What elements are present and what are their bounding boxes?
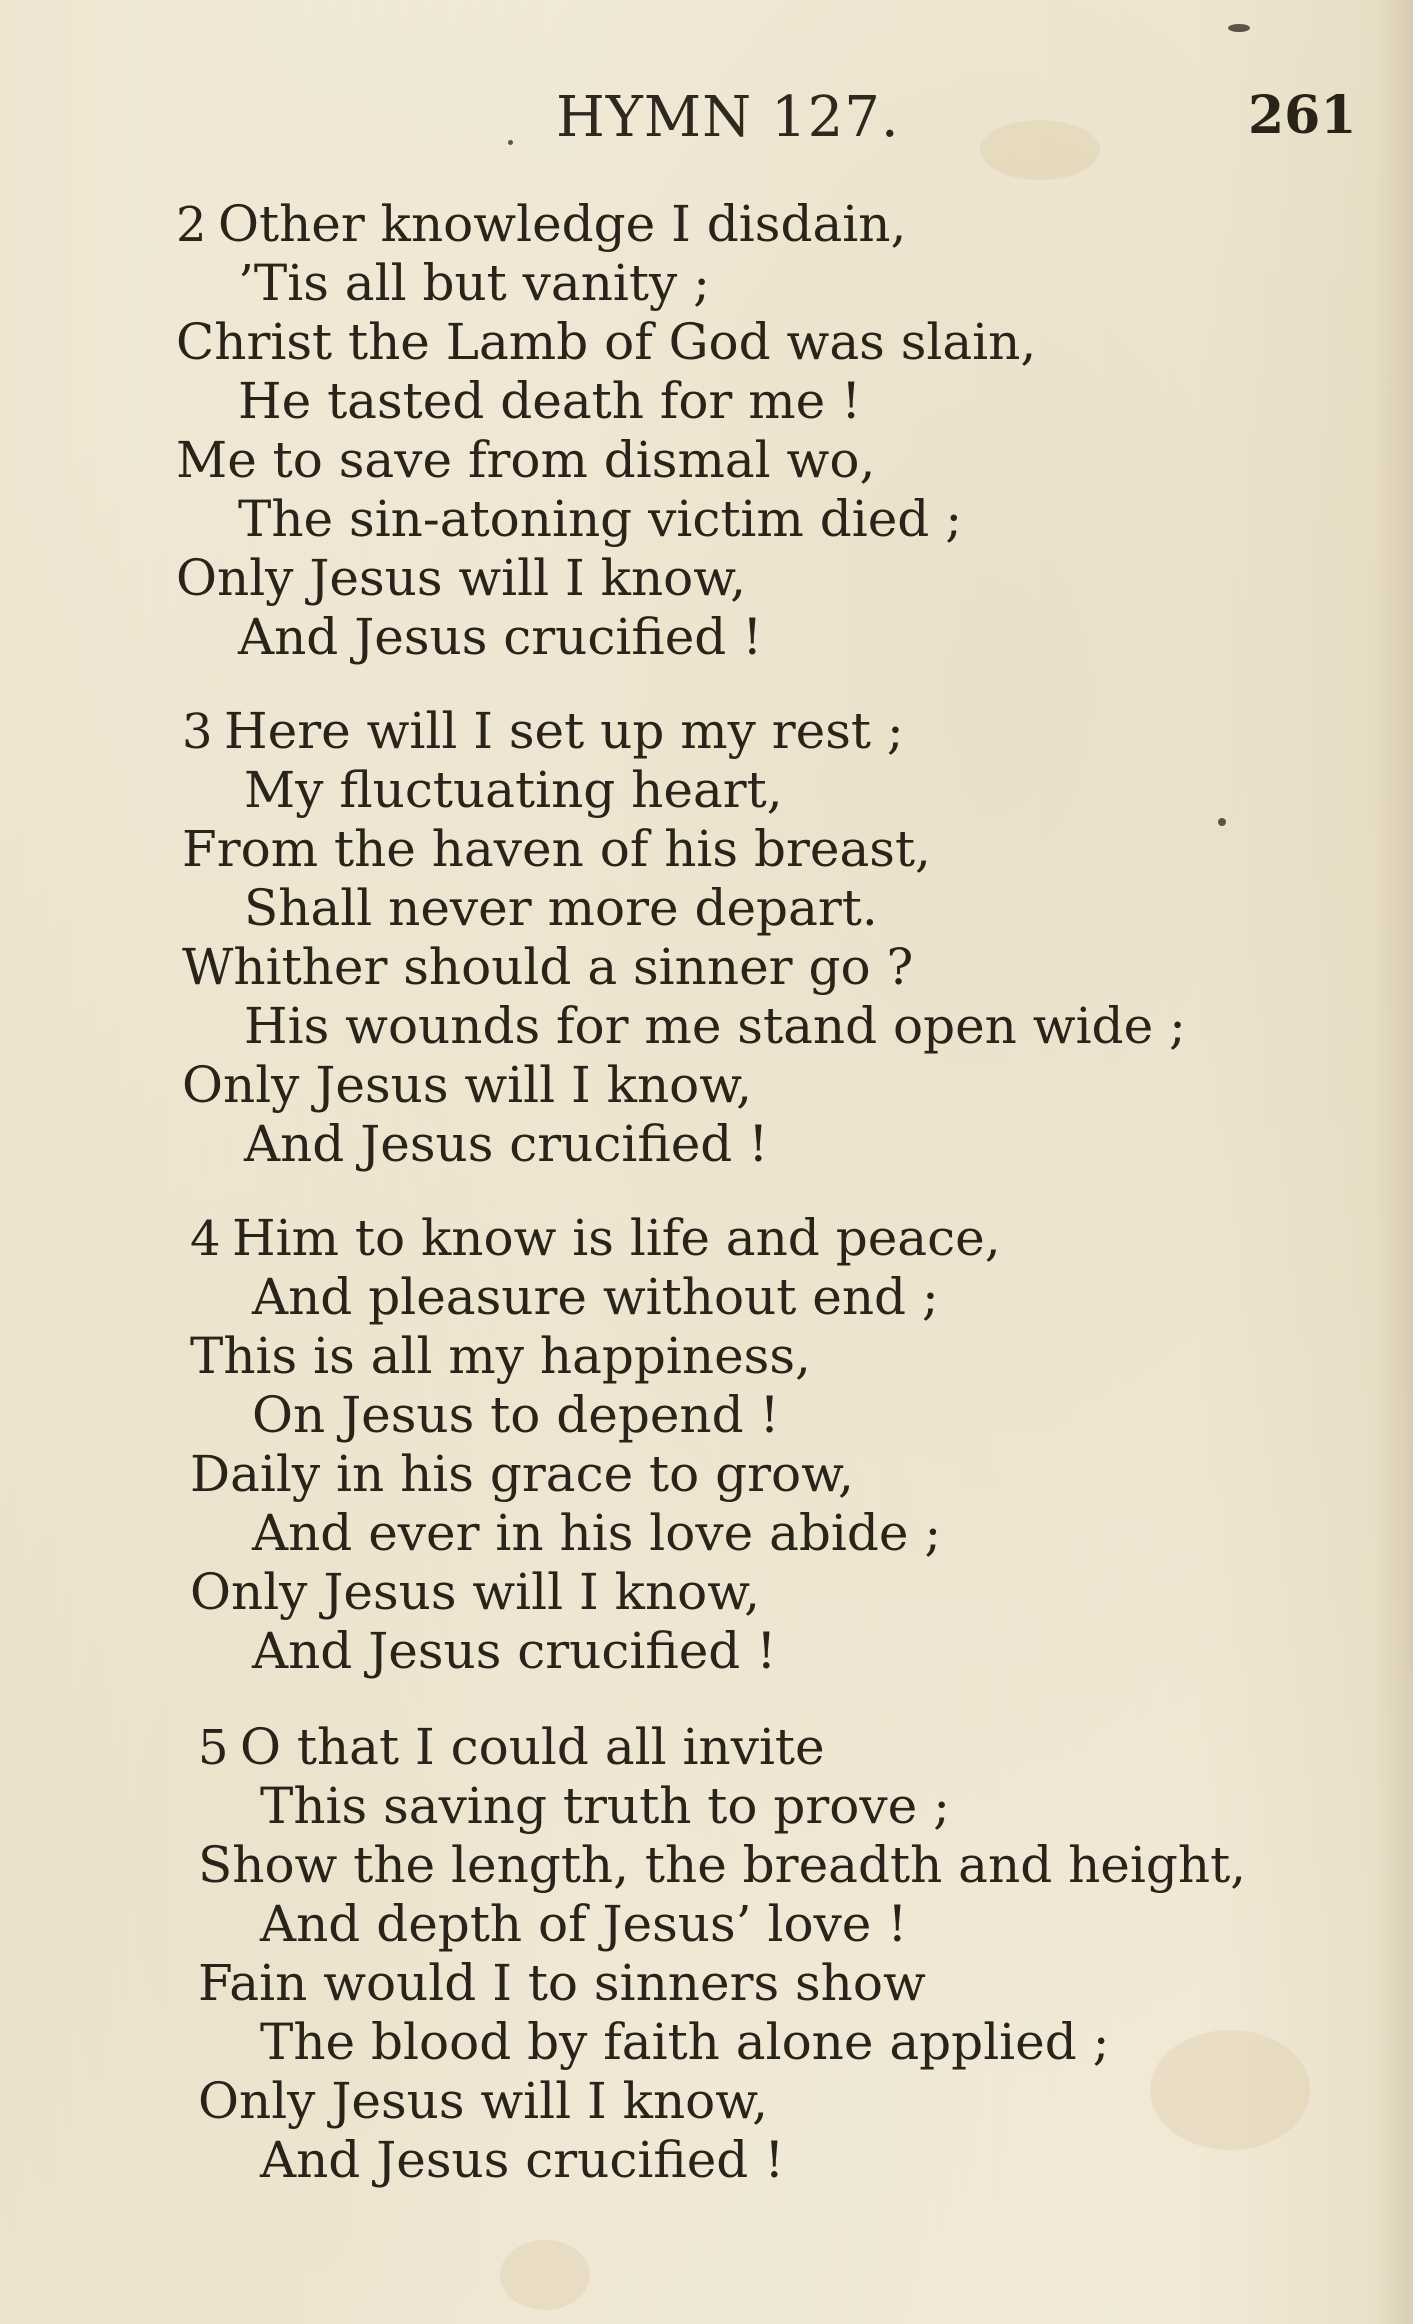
verse-line: He tasted death for me ! (238, 372, 862, 430)
verse-line: Show the length, the breadth and height, (198, 1836, 1247, 1894)
verse-line: Only Jesus will I know, (198, 2072, 769, 2130)
stanza-3 (182, 702, 1413, 1174)
verse-line: From the haven of his breast, (182, 820, 931, 878)
verse-line: Only Jesus will I know, (176, 549, 747, 607)
verse-line: Daily in his grace to grow, (190, 1445, 854, 1503)
verse-line (176, 195, 1413, 254)
verse-line: Fain would I to sinners show (198, 1954, 926, 2012)
verse-line: Christ the Lamb of God was slain, (176, 313, 1037, 371)
stanza-2 (176, 195, 1413, 667)
stanza-number: 5 (198, 1720, 229, 1776)
verse-line: And Jesus crucified ! (252, 1622, 777, 1680)
verse-text: O that I could all invite (240, 1718, 825, 1776)
verse-line: And ever in his love abide ; (252, 1504, 942, 1562)
verse-line: And depth of Jesus’ love ! (260, 1895, 908, 1953)
verse-line: The sin-atoning victim died ; (238, 490, 963, 548)
verse-line: And Jesus crucified ! (244, 1115, 769, 1173)
verse-line: And Jesus crucified ! (260, 2131, 785, 2189)
verse-line: ’Tis all but vanity ; (238, 254, 710, 312)
page-header (0, 85, 1413, 165)
verse-line (182, 702, 1413, 761)
verse-line: The blood by faith alone applied ; (260, 2013, 1110, 2071)
verse-line: Shall never more depart. (244, 879, 878, 937)
verse-line (198, 1718, 1413, 1777)
stanza-number: 4 (190, 1211, 221, 1267)
stanza-5 (198, 1718, 1413, 2190)
verse-text: Other knowledge I disdain, (218, 195, 907, 253)
verse-line: Only Jesus will I know, (182, 1056, 753, 1114)
verse-line: And Jesus crucified ! (238, 608, 763, 666)
stanza-number: 2 (176, 197, 207, 253)
stanza-4 (190, 1209, 1413, 1681)
page-number: 261 (1248, 85, 1357, 146)
verse-line: My fluctuating heart, (244, 761, 783, 819)
verse-line: And pleasure without end ; (252, 1268, 939, 1326)
verse-text: Him to know is life and peace, (232, 1209, 1001, 1267)
stanza-number: 3 (182, 704, 213, 760)
verse-line: On Jesus to depend ! (252, 1386, 780, 1444)
ink-speck (1228, 24, 1250, 32)
verse-text: Here will I set up my rest ; (224, 702, 904, 760)
verse-line: This is all my happiness, (190, 1327, 811, 1385)
paper-stain (500, 2240, 590, 2310)
verse-line: Whither should a sinner go ? (182, 938, 914, 996)
verse-line (190, 1209, 1413, 1268)
verse-line: Only Jesus will I know, (190, 1563, 761, 1621)
hymn-title: HYMN 127. (556, 85, 900, 150)
verse-line: His wounds for me stand open wide ; (244, 997, 1186, 1055)
verse-line: Me to save from dismal wo, (176, 431, 876, 489)
verse-line: This saving truth to prove ; (260, 1777, 950, 1835)
